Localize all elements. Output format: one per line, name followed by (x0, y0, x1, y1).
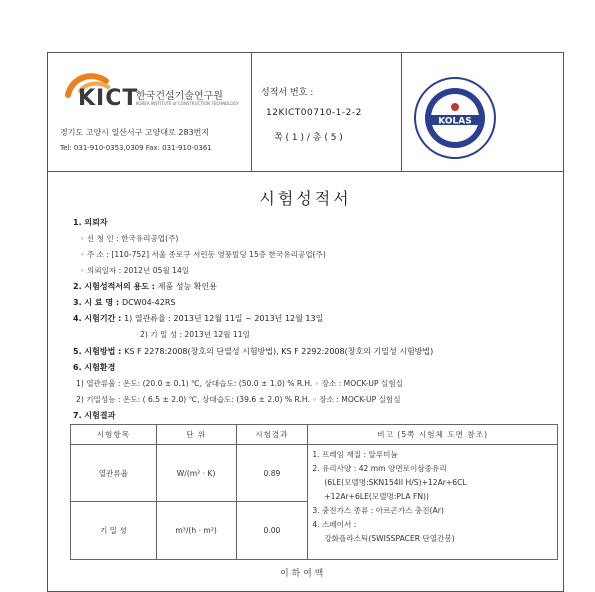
cert-number-label: 성적서 번호 : (261, 88, 314, 98)
kolas-seal-icon (410, 73, 500, 163)
page-info: 쪽 ( 1 ) / 총 ( 5 ) (274, 133, 343, 143)
request-date-label: ◦ 의뢰일자 : (80, 266, 122, 275)
remark-line: 4. 스페이서 : (312, 520, 357, 529)
remark-line: (6LE(모델명:SKN154II H/S)+12Ar+6CL (324, 478, 467, 487)
table-row (71, 445, 558, 502)
results-table (70, 424, 558, 560)
test-period-line2: 2) 기 밀 성 : 2013년 12월 11일 (140, 330, 250, 339)
remarks-cell (308, 445, 558, 560)
sample-label: 3. 시 료 명 : (73, 298, 120, 307)
unit: m³/(h · m²) (156, 502, 236, 560)
applicant-row (80, 233, 178, 244)
section-requester: 1. 의뢰자 (73, 218, 108, 227)
column-header: 시험항목 (71, 425, 157, 445)
section-sample (73, 297, 175, 308)
applicant-value: 한국유리공업(주) (121, 234, 179, 243)
address-value: [110-752] 서울 종로구 서린동 영풍빌딩 15층 한국유리공업(주) (111, 250, 326, 259)
remark-line: 3. 충진가스 종류 : 아르곤가스 충진(Ar) (312, 506, 444, 515)
method-value: KS F 2278:2008(창호의 단열성 시험방법), KS F 2292:2008(창호의 기밀성 시험방법) (124, 347, 434, 356)
applicant-label: ◦ 신 청 인 : (80, 234, 119, 243)
column-header: 비고 (5쪽 시험체 도면 참조) (308, 425, 558, 445)
remark-line: 1. 프레임 재질 : 알루미늄 (312, 450, 398, 459)
address-label: ◦ 주 소 : (80, 250, 109, 259)
logo-text: KICT (78, 86, 139, 111)
section-method (73, 346, 433, 357)
column-header: 단 위 (156, 425, 236, 445)
org-name: 한국건설기술연구원 (136, 91, 223, 102)
end-of-content-text: 이 하 여 백 (280, 569, 324, 579)
kolas-text: KOLAS (438, 116, 472, 127)
test-item: 열관류율 (71, 445, 157, 502)
result-value: 0.89 (236, 445, 308, 502)
org-address: 경기도 고양시 일산서구 고양대로 283번지 (60, 128, 210, 137)
test-period-label: 4. 시험기간 : (73, 314, 122, 323)
section-purpose (73, 281, 217, 292)
method-label: 5. 시험방법 : (73, 347, 122, 356)
environment-line1: 1) 열관류율 : 온도: (20.0 ± 0.1) ℃, 상대습도: (50.0 ± 1.0) % R.H. ◦ 장소 : MOCK-UP 실험실 (76, 379, 403, 388)
test-item: 기 밀 성 (71, 502, 157, 560)
remark-line: +12Ar+6LE(모델명:PLA FN)) (324, 492, 429, 501)
org-contact: Tel: 031-910-0353,0309 Fax: 031-910-0361 (60, 144, 212, 152)
certificate-header (48, 53, 563, 172)
certificate-page (47, 52, 564, 592)
request-date-value: 2012년 05월 14일 (123, 266, 190, 275)
header-divider (401, 53, 402, 171)
remark-line: 2. 유리사양 : 42 mm 양면로이삼중유리 (312, 464, 447, 473)
org-name-english: KOREA INSTITUTE of CONSTRUCTION TECHNOLOGY (136, 101, 239, 106)
request-date-row (80, 265, 189, 276)
section-test-period (73, 313, 323, 324)
header-divider (251, 53, 252, 171)
kolas-ring-text: KOREA LABORATORY ACCREDITATION SCH (421, 83, 490, 117)
cert-number: 12KICT00710-1-2-2 (266, 108, 362, 118)
test-period-line1: 1) 열관류율 : 2013년 12월 11일 ~ 2013년 12월 13일 (124, 314, 324, 323)
section-results: 7. 시험결과 (73, 411, 116, 420)
remark-line: 강화플라스틱(SWISSPACER 단열간봉) (324, 534, 455, 543)
table-header-row (71, 425, 558, 445)
environment-line2: 2) 기밀성능 : 온도: ( 6.5 ± 2.0) ℃, 상대습도: (39.6 ± 2.0) % R.H. ◦ 장소 : MOCK-UP 실험실 (76, 395, 401, 404)
section-environment: 6. 시험환경 (73, 363, 116, 372)
result-value: 0.00 (236, 502, 308, 560)
document-title: 시험성적서 (259, 189, 352, 208)
purpose-label: 2. 시험성적서의 용도 : (73, 282, 155, 291)
column-header: 시험결과 (236, 425, 308, 445)
purpose-value: 제품 성능 확인용 (157, 282, 217, 291)
unit: W/(m² · K) (156, 445, 236, 502)
sample-value: DCW04-42RS (121, 298, 176, 307)
address-row (80, 249, 326, 260)
